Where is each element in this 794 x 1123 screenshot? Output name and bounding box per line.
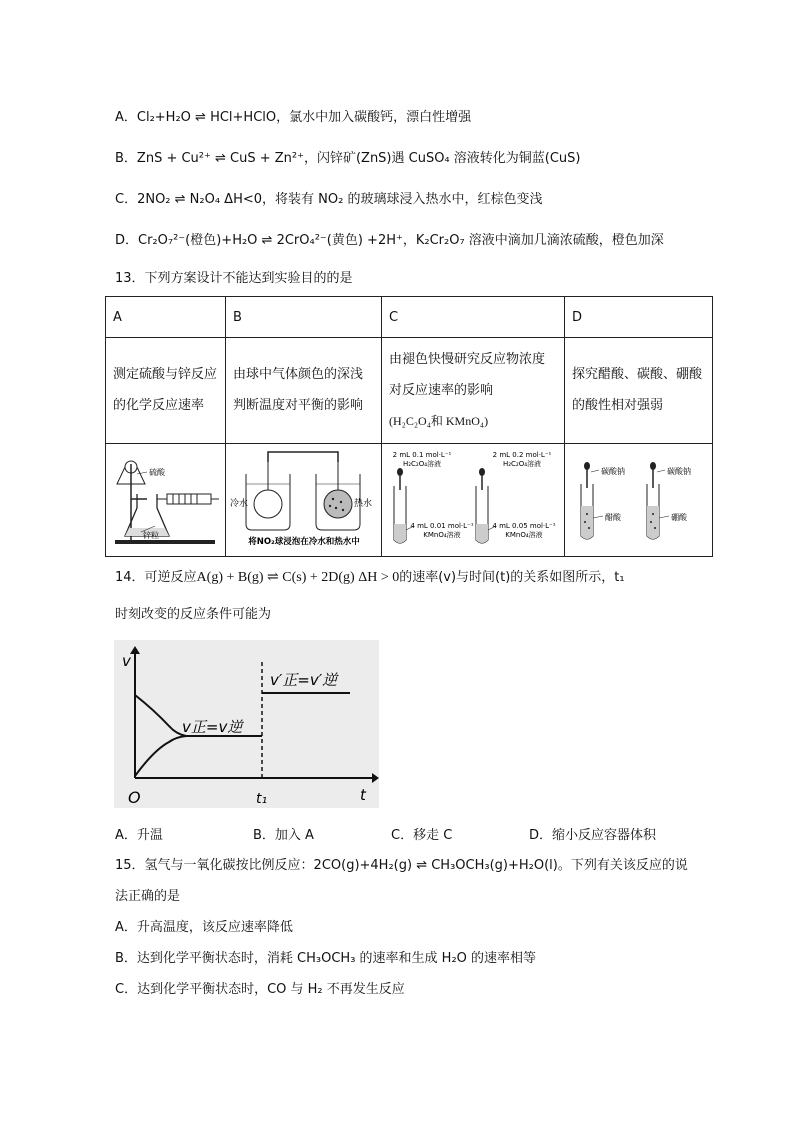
q13-fig-a-label-sulfuric-acid: 硫酸 (148, 467, 165, 477)
q14-option-b: B．加入 A (253, 828, 314, 843)
q13-desc-c (382, 338, 565, 443)
q13-fig-d-reagent-left: 碳酸钠 (600, 466, 625, 476)
q14-stem-line2: 时刻改变的反应条件可能为 (115, 607, 272, 622)
reverse-rate-curve (135, 736, 186, 776)
q13-fig-c-right-bottom-2: KMnO₄溶液 (505, 530, 543, 539)
q13-fig-d-acid-left: 醋酸 (604, 512, 621, 522)
q13-fig-c-left-bottom-1: 4 mL 0.01 mol·L⁻¹ (410, 521, 474, 530)
t1-label: t₁ (256, 791, 268, 807)
q13-desc-c-note: (H₂C₂O₄和 KMnO₄) (389, 413, 489, 428)
q13-table (105, 296, 713, 557)
q14-option-c: C．移走 C (391, 828, 453, 843)
q14-option-a: A．升温 (115, 828, 163, 843)
q13-header-d: D (565, 297, 713, 338)
no2-balls-water-bath-icon (228, 444, 380, 552)
q13-fig-d-reagent-right: 碳酸钠 (666, 466, 691, 476)
flask-syringe-apparatus-icon (107, 444, 225, 552)
q13-desc-b: 由球中气体颜色的深浅判断温度对平衡的影响 (226, 338, 382, 443)
q13-desc-a: 测定硫酸与锌反应的化学反应速率 (106, 338, 226, 443)
q13-header-a: A (106, 297, 226, 338)
q13-fig-d-acid-right: 硼酸 (670, 512, 687, 522)
q15-option-a: A．升高温度，该反应速率降低 (115, 920, 293, 935)
q13-figure-b (226, 443, 382, 556)
q13-stem: 13．下列方案设计不能达到实验目的的是 (115, 271, 353, 286)
q13-fig-a-label-zinc: 锌粒 (142, 530, 159, 540)
equilibrium-label-after: v′正=v′逆 (270, 671, 338, 689)
q14-rate-time-graph (114, 640, 379, 808)
q13-header-c: C (382, 297, 565, 338)
acid-test-tubes-icon (567, 444, 711, 552)
q13-fig-c-left-top-2: H₂C₂O₄溶液 (402, 459, 442, 468)
q13-fig-c-left-bottom-2: KMnO₄溶液 (423, 530, 461, 539)
origin-label: O (128, 788, 141, 807)
q13-fig-c-left-top-1: 2 mL 0.1 mol·L⁻¹ (392, 450, 452, 459)
q13-fig-c-right-top-1: 2 mL 0.2 mol·L⁻¹ (492, 450, 552, 459)
axis-v-label: v (122, 652, 131, 670)
q13-figure-d (565, 443, 713, 556)
q14-equation: A(g) + B(g) ⇌ C(s) + 2D(g) ΔH > 0 (196, 570, 400, 585)
test-tubes-dropper-icon (384, 444, 562, 552)
q13-fig-b-hot-water: 热水 (353, 498, 372, 509)
q13-fig-b-caption: 将NO₂球浸泡在冷水和热水中 (247, 536, 360, 547)
q15-stem-line1: 15．氢气与一氧化碳按比例反应：2CO(g)+4H₂(g) ⇌ CH₃OCH₃(g)+H₂O(l)。下列有关该反应的说 (115, 858, 688, 873)
q13-fig-b-cold-water: 冷水 (229, 498, 248, 509)
q15-option-c: C．达到化学平衡状态时，CO 与 H₂ 不再发生反应 (115, 982, 405, 997)
q15-option-b: B．达到化学平衡状态时，消耗 CH₃OCH₃ 的速率和生成 H₂O 的速率相等 (115, 951, 537, 966)
rate-time-graph-svg (114, 640, 379, 808)
q13-fig-c-right-top-2: H₂C₂O₄溶液 (502, 459, 542, 468)
q12-option-c: C．2NO₂ ⇌ N₂O₄ ΔH<0，将装有 NO₂ 的玻璃球浸入热水中，红棕色变浅 (115, 192, 543, 207)
q13-figure-c (382, 443, 565, 556)
q15-stem-line2: 法正确的是 (115, 889, 181, 904)
q13-header-b: B (226, 297, 382, 338)
q14-stem-line1 (115, 569, 625, 587)
q14-option-d: D．缩小反应容器体积 (529, 828, 657, 843)
equilibrium-label-before: v正=v逆 (182, 718, 243, 736)
q14-stem-suffix: 的速率(v)与时间(t)的关系如图所示，t₁ (399, 570, 625, 585)
q14-options (115, 824, 715, 842)
q13-fig-c-right-bottom-1: 4 mL 0.05 mol·L⁻¹ (492, 521, 556, 530)
q12-option-a: A．Cl₂+H₂O ⇌ HCl+HClO，氯水中加入碳酸钙，漂白性增强 (115, 110, 472, 125)
q14-stem-prefix: 14．可逆反应 (115, 570, 197, 585)
q13-figure-a (106, 443, 226, 556)
q12-option-d: D．Cr₂O₇²⁻(橙色)+H₂O ⇌ 2CrO₄²⁻(黄色) +2H⁺，K₂Cr₂O₇ 溶液中滴加几滴浓硫酸，橙色加深 (115, 233, 664, 248)
q12-option-b: B．ZnS + Cu²⁺ ⇌ CuS + Zn²⁺，闪锌矿(ZnS)遇 CuSO₄ 溶液转化为铜蓝(CuS) (115, 151, 581, 166)
q13-desc-d: 探究醋酸、碳酸、硼酸的酸性相对强弱 (565, 338, 713, 443)
axis-t-label: t (360, 786, 366, 804)
q13-desc-c-text: 由褪色快慢研究反应物浓度对反应速率的影响 (389, 351, 546, 398)
